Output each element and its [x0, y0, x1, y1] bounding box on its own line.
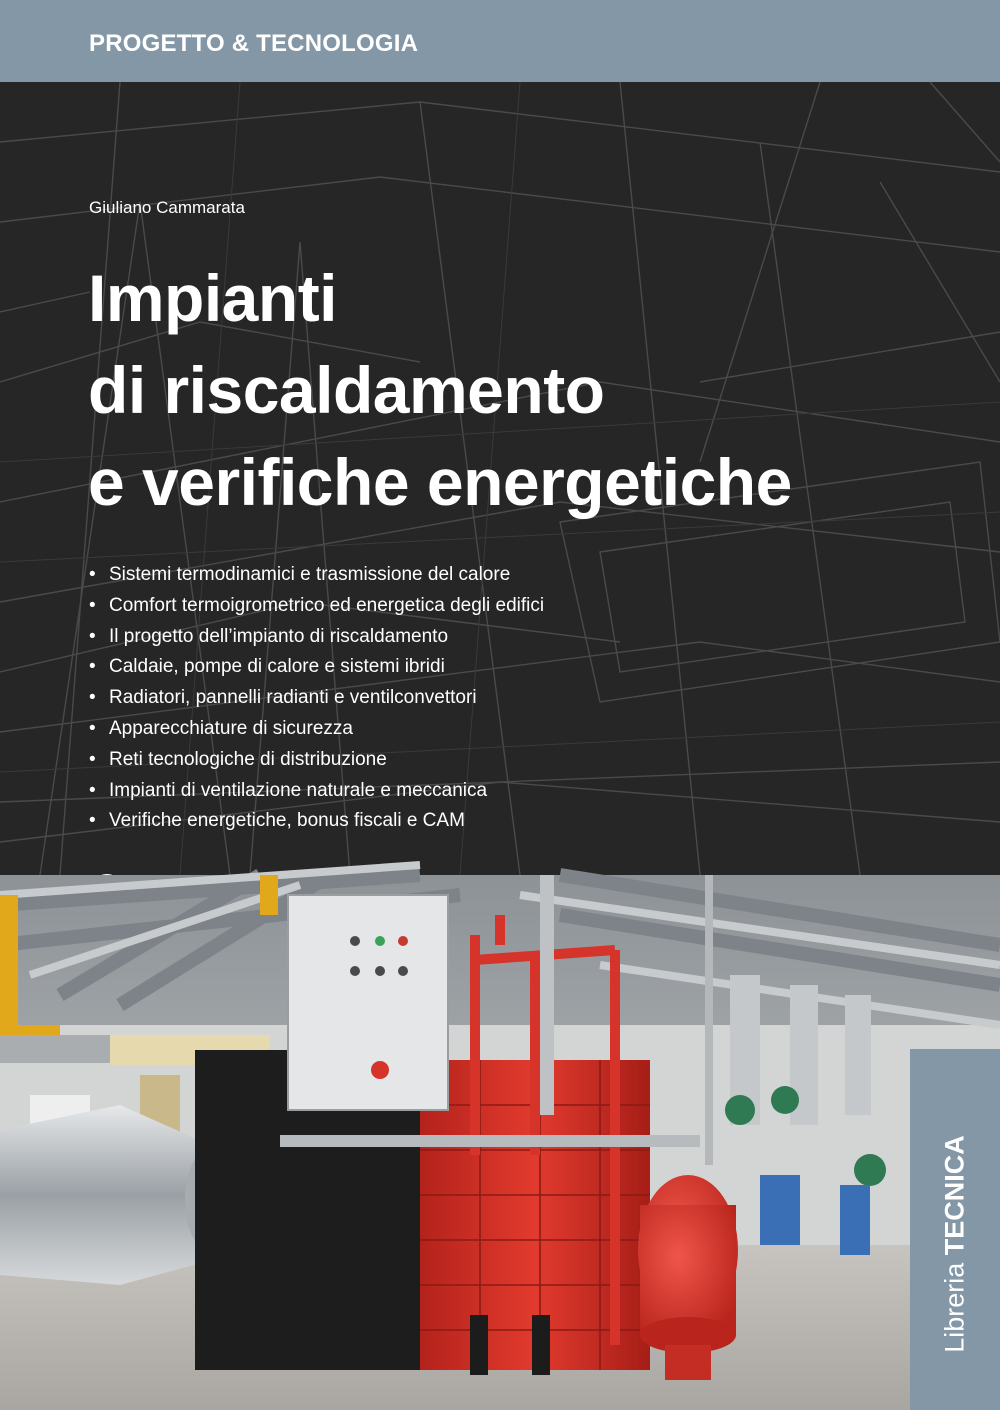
- topic-item: • Comfort termoigrometrico ed energetica degli edifici: [89, 593, 544, 624]
- series-bar: [0, 0, 1000, 82]
- collection-prefix: Libreria: [939, 1262, 970, 1353]
- collection-label: [940, 1135, 971, 1353]
- topic-item: • Caldaie, pompe di calore e sistemi ibridi: [89, 654, 544, 685]
- title-line-2: di riscaldamento: [88, 353, 605, 427]
- topic-item: • Impianti di ventilazione naturale e meccanica: [89, 778, 544, 809]
- collection-band: [910, 1049, 1000, 1410]
- boiler-room-photo: [0, 875, 1000, 1410]
- book-title: [88, 252, 792, 528]
- topics-list: [89, 562, 544, 839]
- topic-item: • Reti tecnologiche di distribuzione: [89, 747, 544, 778]
- collection-name: TECNICA: [939, 1135, 970, 1256]
- topic-item: • Il progetto dell’impianto di riscaldamento: [89, 624, 544, 655]
- topic-item: • Sistemi termodinamici e trasmissione del calore: [89, 562, 544, 593]
- topic-item: • Verifiche energetiche, bonus fiscali e CAM: [89, 808, 544, 839]
- topic-item: • Apparecchiature di sicurezza: [89, 716, 544, 747]
- title-line-3: e verifiche energetiche: [88, 445, 792, 519]
- author-name: Giuliano Cammarata: [89, 198, 245, 217]
- title-line-1: Impianti: [88, 261, 338, 335]
- boiler-room-illustration: [0, 875, 1000, 1410]
- cover-top-panel: [0, 82, 1000, 875]
- series-label: PROGETTO & TECNOLOGIA: [89, 30, 419, 57]
- topic-item: • Radiatori, pannelli radianti e ventilconvettori: [89, 685, 544, 716]
